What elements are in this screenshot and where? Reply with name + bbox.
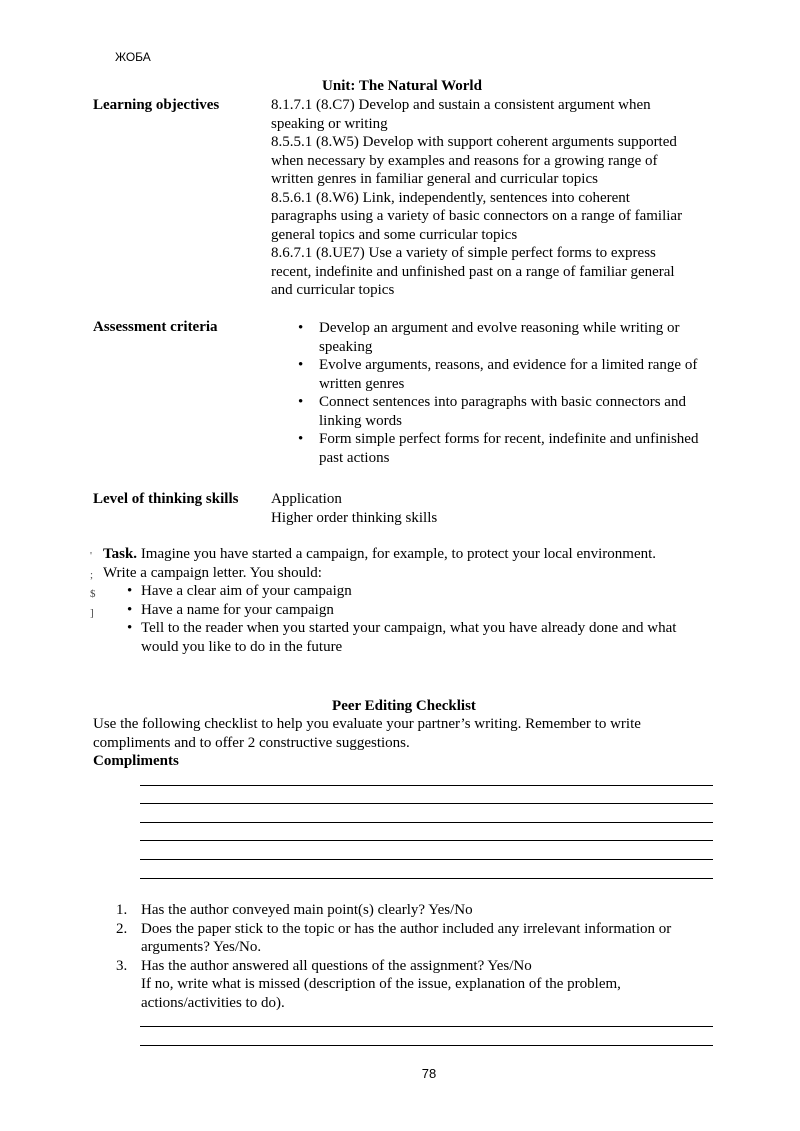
- writing-line[interactable]: [140, 878, 713, 879]
- edge-mark: ;: [90, 569, 94, 581]
- objective-line: and curricular topics: [271, 282, 395, 298]
- question-text: Has the author answered all questions of the assignment? Yes/No: [141, 957, 532, 974]
- bullet-icon: •: [298, 320, 304, 336]
- page-number: 78: [421, 1066, 437, 1081]
- unit-title-text: Unit: The Natural World: [322, 78, 482, 94]
- unit-title: [0, 77, 800, 96]
- task-intro: [103, 545, 713, 564]
- compliments-label: Compliments: [93, 753, 179, 769]
- thinking-skill: Higher order thinking skills: [271, 509, 438, 526]
- question-number: 2.: [116, 920, 128, 937]
- objective-line: 8.6.7.1 (8.UE7) Use a variety of simple perfect forms to express: [271, 245, 656, 261]
- header-tag: ЖОБА: [115, 50, 151, 64]
- task-item-text: Tell to the reader when you started your campaign, what you have already done and what would you like to do in the future: [141, 620, 677, 655]
- learning-objectives-label: Learning objectives: [93, 97, 220, 113]
- writing-line[interactable]: [140, 822, 713, 823]
- criteria-item: [271, 430, 716, 467]
- bullet-icon: •: [127, 620, 133, 636]
- bullet-icon: •: [127, 583, 133, 599]
- question-number: 3.: [116, 957, 128, 974]
- peer-editing-instructions: Use the following checklist to help you evaluate your partner’s writing. Remember to write compliments and to offer 2 constructive suggestions.: [93, 716, 641, 751]
- writing-line[interactable]: [140, 840, 713, 841]
- writing-line[interactable]: [140, 1045, 713, 1046]
- objective-line: general topics and some curricular topics: [271, 226, 518, 243]
- checklist-question: [93, 901, 723, 920]
- bullet-icon: •: [298, 431, 304, 447]
- edge-mark: ': [90, 550, 92, 562]
- objective-line: written genres in familiar general and curricular topics: [271, 171, 598, 187]
- assessment-criteria-label: Assessment criteria: [93, 319, 218, 335]
- peer-editing-title: [0, 697, 800, 716]
- task-item: [103, 582, 683, 601]
- criteria-item: [271, 356, 716, 393]
- thinking-skills-values: [271, 490, 721, 527]
- objective-line: 8.5.5.1 (8.W5) Develop with support coherent arguments supported: [271, 134, 677, 150]
- checklist-question: [93, 920, 723, 957]
- learning-objectives-text: [271, 96, 721, 300]
- objective-line: speaking or writing: [271, 115, 388, 132]
- assessment-criteria-list: [271, 319, 716, 467]
- checklist-question: [93, 957, 723, 976]
- task-section: [103, 545, 713, 656]
- task-item: [103, 619, 683, 656]
- checklist-questions: [93, 901, 723, 1012]
- criteria-text: Evolve arguments, reasons, and evidence for a limited range of written genres: [319, 357, 698, 392]
- peer-editing-title-text: Peer Editing Checklist: [332, 698, 476, 714]
- question-followup: If no, write what is missed (description of the issue, explanation of the problem, actions/activities to do).: [141, 976, 621, 1011]
- task-intro-2: Write a campaign letter. You should:: [103, 564, 322, 581]
- task-item-text: Have a name for your campaign: [141, 601, 334, 618]
- bullet-icon: •: [127, 601, 133, 618]
- writing-line[interactable]: [140, 859, 713, 860]
- writing-line[interactable]: [140, 803, 713, 804]
- edge-mark: ]: [90, 607, 94, 619]
- thinking-skill: Application: [271, 491, 342, 507]
- question-text: Does the paper stick to the topic or has the author included any irrelevant information or arguments? Yes/No.: [141, 920, 672, 955]
- task-label: Task.: [103, 546, 138, 562]
- criteria-text: Connect sentences into paragraphs with basic connectors and linking words: [319, 394, 686, 429]
- objective-line: when necessary by examples and reasons for a growing range of: [271, 152, 658, 169]
- criteria-text: Form simple perfect forms for recent, indefinite and unfinished past actions: [319, 431, 699, 466]
- objective-line: paragraphs using a variety of basic connectors on a range of familiar: [271, 208, 683, 224]
- criteria-text: Develop an argument and evolve reasoning while writing or speaking: [319, 320, 680, 355]
- objective-line: 8.5.6.1 (8.W6) Link, independently, sentences into coherent: [271, 189, 630, 206]
- task-intro-text: Imagine you have started a campaign, for example, to protect your local environment.: [137, 546, 657, 562]
- criteria-item: [271, 393, 716, 430]
- objective-line: recent, indefinite and unfinished past on a range of familiar general: [271, 263, 675, 280]
- question-text: Has the author conveyed main point(s) clearly? Yes/No: [141, 902, 473, 918]
- criteria-item: [271, 319, 716, 356]
- edge-marks: [90, 547, 96, 623]
- bullet-icon: •: [298, 357, 304, 373]
- task-item: [103, 601, 683, 620]
- writing-line[interactable]: [140, 1026, 713, 1027]
- bullet-icon: •: [298, 394, 304, 410]
- writing-line[interactable]: [140, 785, 713, 786]
- objective-line: 8.1.7.1 (8.C7) Develop and sustain a consistent argument when: [271, 97, 651, 113]
- task-item-text: Have a clear aim of your campaign: [141, 583, 352, 599]
- thinking-skills-label: Level of thinking skills: [93, 491, 239, 507]
- edge-mark: $: [90, 588, 96, 600]
- question-number: 1.: [116, 902, 128, 918]
